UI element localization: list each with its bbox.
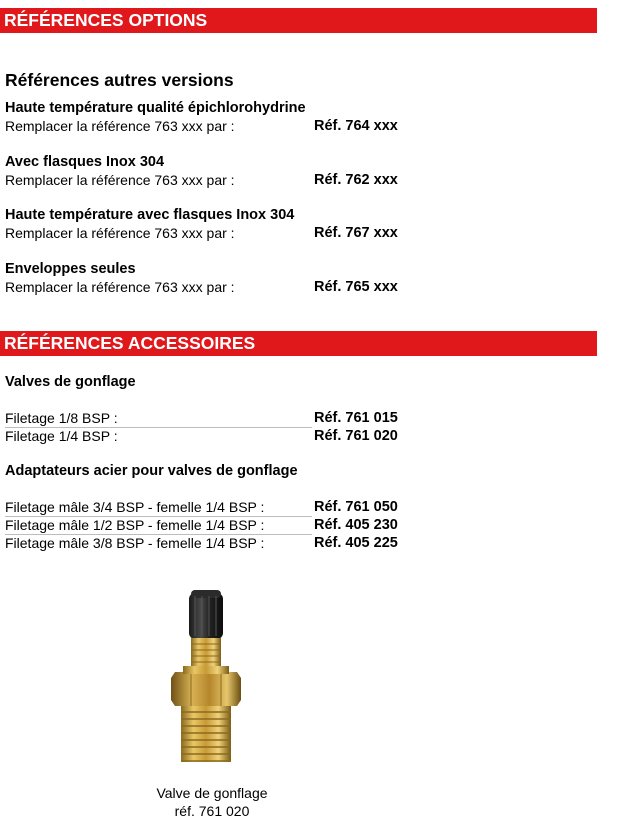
option-title: Enveloppes seules <box>5 261 136 277</box>
option-ref: Réf. 762 xxx <box>314 172 398 188</box>
options-banner: RÉFÉRENCES OPTIONS <box>0 8 597 33</box>
option-title: Haute température avec flasques Inox 304 <box>5 207 295 223</box>
caption-line-2: réf. 761 020 <box>174 803 250 819</box>
option-ref: Réf. 767 xxx <box>314 225 398 241</box>
option-label: Remplacer la référence 763 xxx par : <box>5 279 235 295</box>
option-title: Avec flasques Inox 304 <box>5 154 165 170</box>
adapters-title: Adaptateurs acier pour valves de gonflage <box>5 463 298 479</box>
adapter-row-ref: Réf. 405 225 <box>314 535 398 551</box>
adapter-row-label: Filetage mâle 3/4 BSP - femelle 1/4 BSP : <box>5 499 265 515</box>
adapter-row-ref: Réf. 405 230 <box>314 517 398 533</box>
adapter-row-label: Filetage mâle 1/2 BSP - femelle 1/4 BSP : <box>5 517 265 533</box>
caption-line-1: Valve de gonflage <box>156 785 268 801</box>
accessories-banner: RÉFÉRENCES ACCESSOIRES <box>0 331 597 356</box>
valve-row-ref: Réf. 761 020 <box>314 428 398 444</box>
inflation-valve-photo <box>165 588 255 768</box>
adapter-row-ref: Réf. 761 050 <box>314 499 398 515</box>
option-label: Remplacer la référence 763 xxx par : <box>5 118 235 134</box>
valve-row-label: Filetage 1/8 BSP : <box>5 410 118 426</box>
valve-row-ref: Réf. 761 015 <box>314 410 398 426</box>
option-ref: Réf. 764 xxx <box>314 118 398 134</box>
option-ref: Réf. 765 xxx <box>314 279 398 295</box>
option-label: Remplacer la référence 763 xxx par : <box>5 172 235 188</box>
valves-title: Valves de gonflage <box>5 374 136 390</box>
image-caption <box>0 784 424 820</box>
option-title: Haute température qualité épichlorohydrine <box>5 100 306 116</box>
options-subtitle: Références autres versions <box>5 70 234 90</box>
option-label: Remplacer la référence 763 xxx par : <box>5 225 235 241</box>
valve-row-label: Filetage 1/4 BSP : <box>5 428 118 444</box>
adapter-row-label: Filetage mâle 3/8 BSP - femelle 1/4 BSP : <box>5 535 265 551</box>
